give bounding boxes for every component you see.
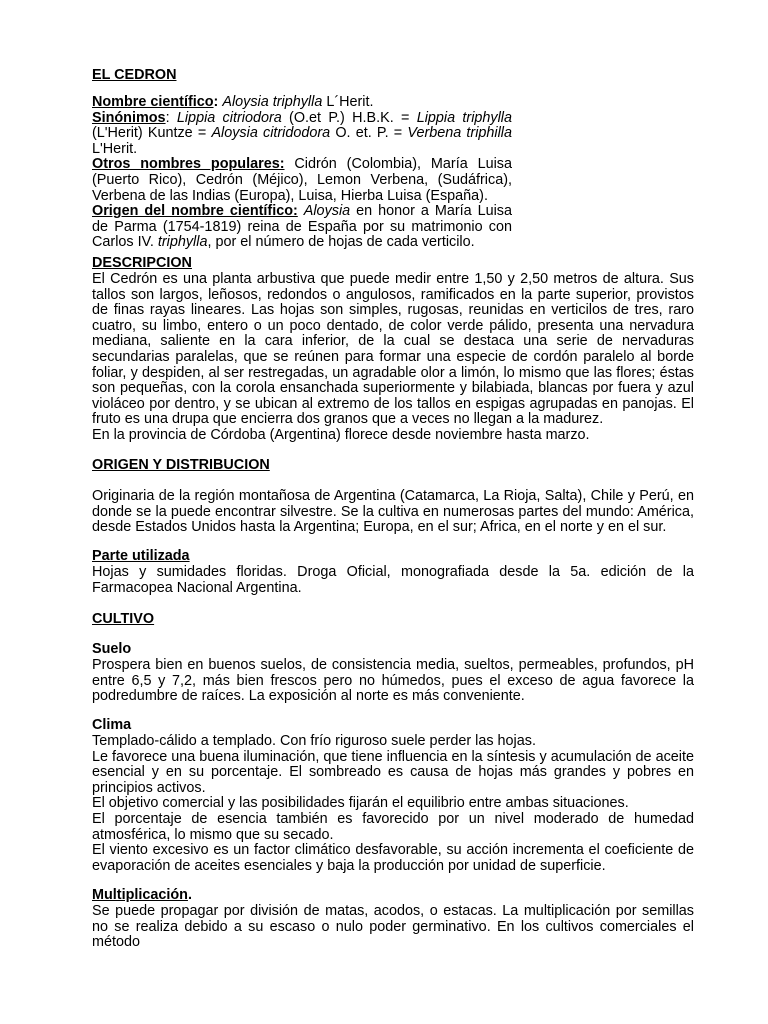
scientific-name-author: L´Herit. — [322, 94, 374, 110]
descripcion-paragraph-2: En la provincia de Córdoba (Argentina) florece desde noviembre hasta marzo. — [92, 426, 590, 443]
popular-names-label: Otros nombres populares: — [92, 156, 285, 173]
clima-body — [92, 734, 694, 874]
suelo-heading: Suelo — [92, 641, 132, 657]
name-origin-paragraph — [92, 204, 512, 251]
multiplicacion-heading-line — [92, 888, 694, 904]
synonyms-paragraph — [92, 111, 512, 158]
synonym-4: Verbena triphilla — [407, 125, 513, 142]
synonym-3-author: O. et. P. = — [330, 125, 408, 142]
synonyms-label: Sinónimos — [92, 109, 166, 126]
descripcion-heading: DESCRIPCION — [92, 255, 192, 271]
popular-names-paragraph — [92, 157, 512, 204]
synonyms-colon: : — [165, 109, 177, 126]
origen-heading: ORIGEN Y DISTRIBUCION — [92, 457, 270, 473]
clima-paragraph-4: El porcentaje de esencia también es favorecido por un nivel moderado de humedad atmosférica, lo mismo que su secado. — [92, 810, 694, 843]
name-origin-label: Origen del nombre científico: — [92, 203, 298, 220]
popular-names-text: Cidrón (Colombia), María Luisa (Puerto Rico), Cedrón (Méjico), Lemon Verbena, (Sudáfrica), Verbena de las Indias (Europa), Luisa, Hierba Luisa (España). — [92, 156, 512, 204]
name-origin-epithet: triphylla — [157, 234, 208, 251]
name-origin-text: en honor a María Luisa de Parma (1754-1819) reina de España por su matrimonio con Carlos IV. — [92, 203, 512, 251]
synonym-2: Lippia triphylla — [416, 109, 513, 126]
multiplicacion-heading-dot: . — [187, 887, 192, 903]
clima-paragraph-1: Templado-cálido a templado. Con frío riguroso suele perder las hojas. — [92, 733, 536, 749]
cultivo-heading: CULTIVO — [92, 611, 155, 627]
intro-block — [92, 95, 512, 251]
clima-paragraph-5: El viento excesivo es un factor climático desfavorable, su acción incrementa el coeficiente de evaporación de aceites esenciales y baja la producción por unidad de superficie. — [92, 842, 694, 874]
synonym-3: Aloysia citridodora — [211, 125, 331, 142]
synonym-1: Lippia citriodora — [176, 109, 282, 126]
scientific-name-colon: : — [213, 94, 219, 110]
suelo-paragraph: Prospera bien en buenos suelos, de consistencia media, sueltos, permeables, profundos, pH entre 6,5 y 7,2, más bien frescos pero no húmedos, pues el exceso de agua favorece la podredumbre de raíces. La exposición al norte es más conveniente. — [92, 657, 694, 705]
name-origin-genus: Aloysia — [303, 203, 351, 220]
parte-utilizada-heading: Parte utilizada — [92, 548, 190, 564]
origen-paragraph: Originaria de la región montañosa de Argentina (Catamarca, La Rioja, Salta), Chile y Perú, en donde se la puede encontrar silvestre. Se la cultiva en numerosas partes del mundo: América, desde Estados Unidos hasta la Argentina; Europa, en el sur; Africa, en el norte y en el sur. — [92, 488, 694, 536]
multiplicacion-paragraph: Se puede propagar por división de matas, acodos, o estacas. La multiplicación por semillas no se realiza debido a su escaso o nulo poder germinativo. En los cultivos comerciales el método — [92, 903, 694, 951]
clima-heading: Clima — [92, 717, 132, 733]
synonym-4-author: L'Herit. — [92, 140, 138, 157]
descripcion-body — [92, 272, 694, 444]
scientific-name-label: Nombre científico — [92, 94, 214, 110]
parte-utilizada-paragraph: Hojas y sumidades floridas. Droga Oficial, monografiada desde la 5a. edición de la Farmacopea Nacional Argentina. — [92, 564, 694, 596]
clima-paragraph-3: El objetivo comercial y las posibilidades fijarán el equilibrio entre ambas situaciones. — [92, 795, 629, 812]
name-origin-text-end: , por el número de hojas de cada verticilo. — [207, 234, 475, 251]
scientific-name: Aloysia triphylla — [222, 94, 323, 110]
multiplicacion-heading: Multiplicación — [92, 887, 188, 903]
scientific-name-line — [92, 95, 512, 111]
synonym-1-author: (O.et P.) H.B.K. = — [281, 109, 417, 126]
clima-paragraph-2: Le favorece una buena iluminación, que tiene influencia en la síntesis y acumulación de aceite esencial y en su porcentaje. El sombreado es causa de hojas más grandes y pobres en principios activos. — [92, 748, 694, 796]
document-title: EL CEDRON — [92, 67, 177, 83]
synonym-2-author: (L'Herit) Kuntze = — [92, 125, 212, 142]
descripcion-paragraph-1: El Cedrón es una planta arbustiva que puede medir entre 1,50 y 2,50 metros de altura. Sus tallos son largos, leñosos, redondos o angulosos, ramificados en la parte superior, provistos de finas rayas lineares. Las hojas son simples, rugosas, reunidas en verticilos de tres, raro cuatro, su limbo, entero o un poco dentado, de color verde pálido, presenta una nervadura mediana, saliente en la cara inferior, de la cual se destaca una serie de nervaduras secundarias paralelas, que se reúnen para formar una especie de cordón paralelo al borde foliar, y despiden, al ser restregadas, un agradable olor a limón, lo mismo que las flores; éstas son pequeñas, con la corola ensanchada superiormente y bilabiada, blancas por fuera y azul violáceo por dentro, y se ubican al extremo de los tallos en espigas agrupadas en panojas. El fruto es una drupa que encierra dos granos que a veces no llegan a la madurez. — [92, 271, 694, 428]
